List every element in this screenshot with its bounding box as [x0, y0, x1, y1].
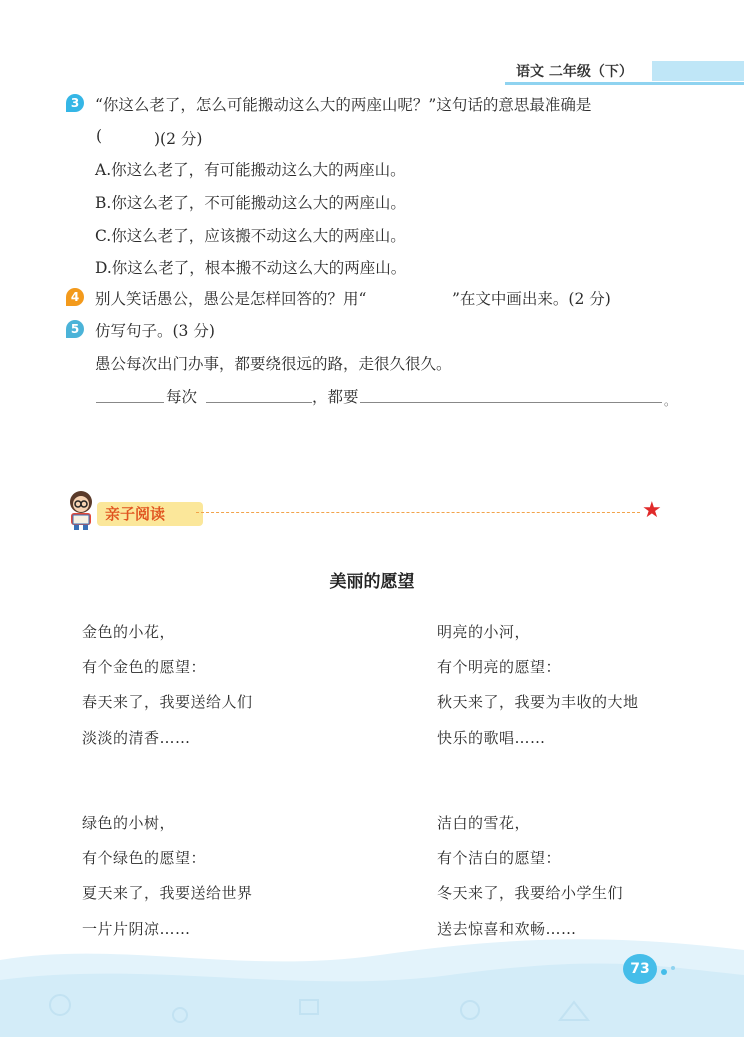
poem-line: 快乐的歌唱……: [437, 729, 546, 747]
poem-line: 有个绿色的愿望：: [82, 849, 207, 867]
reading-dashed-divider: [196, 512, 640, 513]
poem-line: 有个明亮的愿望：: [437, 658, 562, 676]
page-dots-icon: [660, 962, 680, 976]
question-3-option-d: D.你这么老了，根本搬不动这么大的两座山。: [95, 259, 407, 277]
poem-line: 绿色的小树，: [82, 814, 176, 832]
question-5-blank-1[interactable]: [96, 402, 164, 403]
question-4-text-after: ”在文中画出来。(2 分): [452, 290, 611, 308]
question-3-option-a: A.你这么老了，有可能搬动这么大的两座山。: [95, 161, 406, 179]
poem-line: 淡淡的清香……: [82, 729, 191, 747]
question-5-fill-end: 。: [664, 394, 677, 408]
poem-line: 春天来了，我要送给人们: [82, 693, 253, 711]
question-3-paren-open: (: [96, 127, 103, 145]
question-5-fill-part2: ，都要: [312, 388, 359, 406]
question-3-option-c: C.你这么老了，应该搬不动这么大的两座山。: [95, 227, 406, 245]
poem-line: 有个金色的愿望：: [82, 658, 207, 676]
question-3-number: 3: [66, 94, 84, 112]
poem-line: 秋天来了，我要为丰收的大地: [437, 693, 639, 711]
question-5-example: 愚公每次出门办事，都要绕很远的路，走很久很久。: [95, 355, 452, 373]
question-5-blank-3[interactable]: [360, 402, 662, 403]
poem-line: 明亮的小河，: [437, 623, 531, 641]
question-3-option-b: B.你这么老了，不可能搬动这么大的两座山。: [95, 194, 406, 212]
reading-child-icon: [62, 488, 100, 530]
poem-line: 夏天来了，我要送给世界: [82, 884, 253, 902]
page-number: 73: [623, 954, 657, 984]
star-icon: ★: [642, 498, 662, 523]
header-title: 语文 二年级（下）: [516, 64, 633, 80]
poem-line: 金色的小花，: [82, 623, 176, 641]
question-4-number: 4: [66, 288, 84, 306]
question-3-text: “你这么老了，怎么可能搬动这么大的两座山呢？”这句话的意思最准确是: [95, 96, 592, 114]
reading-section-label: 亲子阅读: [97, 502, 203, 526]
question-5-number: 5: [66, 320, 84, 338]
poem-line: 有个洁白的愿望：: [437, 849, 562, 867]
poem-line: 冬天来了，我要给小学生们: [437, 884, 624, 902]
header-underline: [505, 82, 744, 85]
poem-line: 送去惊喜和欢畅……: [437, 920, 577, 938]
question-4-text-before: 别人笑话愚公，愚公是怎样回答的？用“: [95, 290, 367, 308]
question-5-fill-part1: 每次: [166, 388, 198, 406]
poem-title: 美丽的愿望: [329, 572, 415, 592]
question-5-text: 仿写句子。(3 分): [95, 322, 215, 340]
poem-line: 洁白的雪花，: [437, 814, 531, 832]
poem-line: 一片片阴凉……: [82, 920, 191, 938]
question-3-paren-close: )(2 分): [154, 130, 203, 148]
header-bar: [652, 61, 744, 81]
question-5-blank-2[interactable]: [206, 402, 312, 403]
